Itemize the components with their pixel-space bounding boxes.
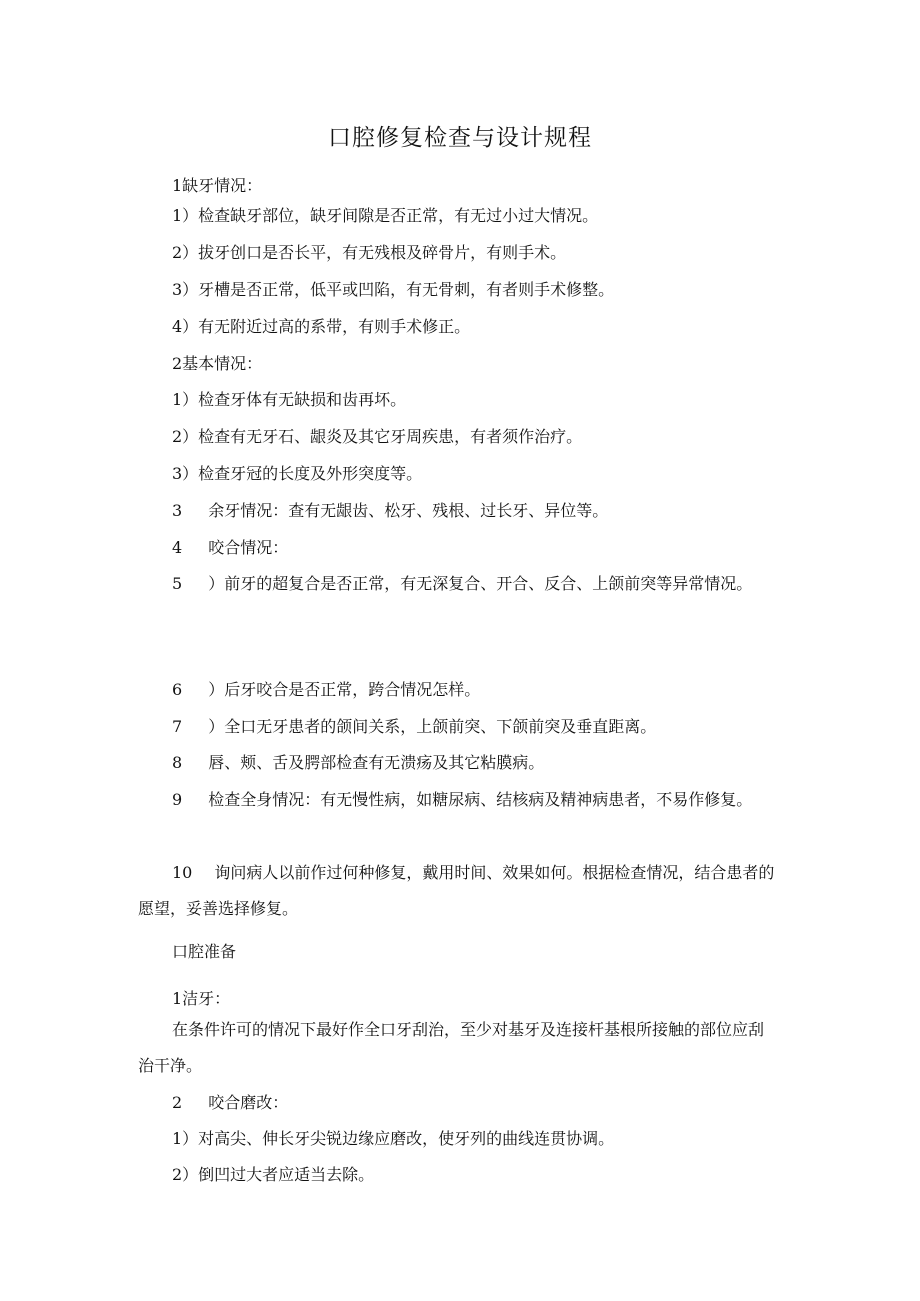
- paragraph: 1）检查缺牙部位，缺牙间隙是否正常，有无过小过大情况。: [172, 206, 599, 225]
- page-title: 口腔修复检查与设计规程: [328, 125, 592, 151]
- paragraph-number: 8: [172, 753, 183, 772]
- paragraph: 3）牙槽是否正常，低平或凹陷，有无骨刺，有者则手术修整。: [172, 280, 615, 299]
- paragraph-number: 3: [172, 501, 183, 520]
- paragraph: 1缺牙情况：: [172, 176, 263, 195]
- paragraph: 2）倒凹过大者应适当去除。: [172, 1165, 375, 1184]
- paragraph-text: 唇、颊、舌及腭部检查有无溃疡及其它粘膜病。: [208, 753, 545, 772]
- paragraph: [138, 1085, 778, 1121]
- paragraph-number: 7: [172, 717, 183, 736]
- paragraph: 3）检查牙冠的长度及外形突度等。: [172, 464, 423, 483]
- paragraph-text: ）后牙咬合是否正常，跨合情况怎样。: [208, 680, 481, 699]
- paragraph-number: 9: [172, 790, 183, 809]
- paragraph-text: ）前牙的超复合是否正常，有无深复合、开合、反合、上颌前突等异常情况。: [208, 574, 753, 593]
- paragraph-text: 检查全身情况：有无慢性病，如糖尿病、结核病及精神病患者，不易作修复。: [208, 790, 753, 809]
- paragraph-text: 咬合情况：: [208, 538, 289, 557]
- paragraph-number: 5: [172, 574, 183, 593]
- paragraph-number: 4: [172, 538, 183, 557]
- paragraph-text: 询问病人以前作过何种修复，戴用时间、效果如何。根据检查情况，结合患者的愿望，妥善选择修复。: [138, 863, 775, 918]
- paragraph-number: 10: [172, 863, 193, 882]
- paragraph: [138, 493, 778, 529]
- paragraph-text: ）全口无牙患者的颌间关系，上颌前突、下颌前突及垂直距离。: [208, 717, 657, 736]
- paragraph: [138, 782, 778, 818]
- paragraph: [138, 672, 778, 708]
- section-heading: 口腔准备: [172, 942, 237, 961]
- paragraph: 2）拔牙创口是否长平，有无残根及碎骨片，有则手术。: [172, 243, 567, 262]
- paragraph-number: 6: [172, 680, 183, 699]
- paragraph: 4）有无附近过高的系带，有则手术修正。: [172, 317, 471, 336]
- paragraph: [138, 745, 778, 781]
- paragraph: 1）检查牙体有无缺损和齿再坏。: [172, 390, 407, 409]
- paragraph: [138, 566, 778, 602]
- paragraph-number: 2: [172, 1093, 183, 1112]
- paragraph: [138, 530, 778, 566]
- paragraph: 2基本情况：: [172, 354, 263, 373]
- paragraph-text: 余牙情况：查有无龈齿、松牙、残根、过长牙、异位等。: [208, 501, 609, 520]
- paragraph: 在条件许可的情况下最好作全口牙刮治，至少对基牙及连接杆基根所接触的部位应刮治干净。: [138, 1020, 765, 1075]
- paragraph: 1）对高尖、伸长牙尖锐边缘应磨改，使牙列的曲线连贯协调。: [172, 1129, 615, 1148]
- paragraph: 2）检查有无牙石、龈炎及其它牙周疾患，有者须作治疗。: [172, 427, 583, 446]
- paragraph: [138, 855, 778, 927]
- paragraph: [138, 709, 778, 745]
- paragraph-text: 咬合磨改：: [208, 1093, 289, 1112]
- paragraph: 1洁牙：: [172, 989, 231, 1008]
